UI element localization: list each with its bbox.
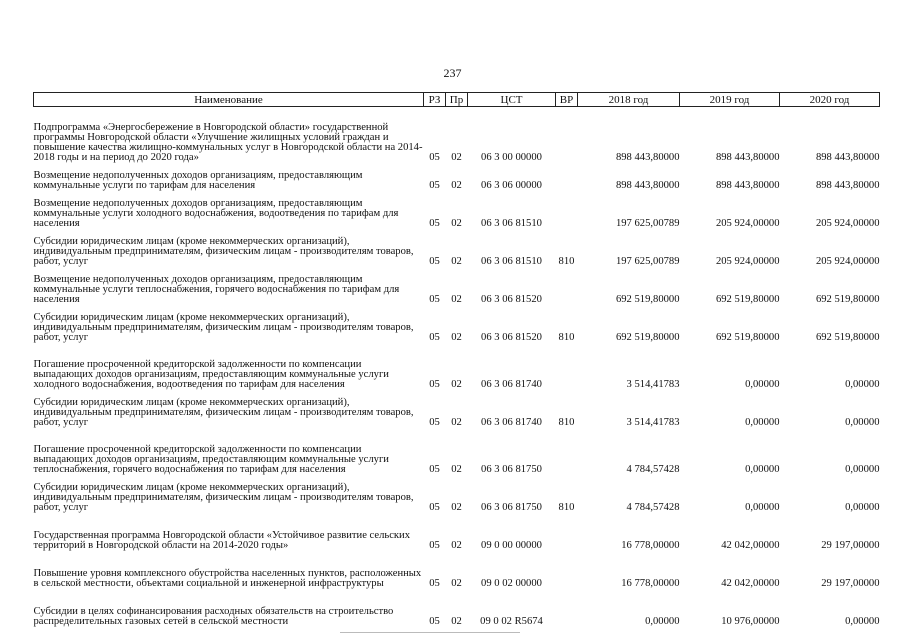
row-2018: 4 784,57428: [626, 463, 680, 475]
row-vr: 810: [558, 255, 575, 267]
row-name: Субсидии юридическим лицам (кроме некоммерческих организаций), индивидуальным предпринимателям, физическим лицам - производителям товаров, работ, услуг: [33, 481, 414, 513]
table-row: [34, 267, 880, 305]
table-row: [34, 229, 880, 267]
column-header-pr: Пр: [446, 93, 468, 107]
row-2019: 898 443,80000: [715, 179, 780, 191]
row-vr: [556, 163, 578, 191]
row-2019: 0,00000: [745, 416, 780, 428]
row-pr: 02: [451, 293, 462, 305]
row-2018: 3 514,41783: [626, 378, 680, 390]
row-name: Повышение уровня комплексного обустройства населенных пунктов, расположенных в сельской местности, объектами социальной и инженерной инфраструктуры: [33, 567, 422, 589]
row-2018: 3 514,41783: [626, 416, 680, 428]
page-number: 237: [443, 66, 462, 80]
table-row: [34, 390, 880, 428]
row-pr: 02: [451, 463, 462, 475]
row-name: Погашение просроченной кредиторской задолженности по компенсации выпадающих доходов организациям, предоставляющим коммунальные услуги теплоснабжения, горячего водоснабжения по тарифам для населения: [33, 443, 389, 475]
row-2020: 692 519,80000: [815, 293, 880, 305]
table-row: [34, 428, 880, 475]
row-2018: 4 784,57428: [626, 501, 680, 513]
row-2019: 42 042,00000: [721, 539, 780, 551]
row-name: Подпрограмма «Энергосбережение в Новгородской области» государственной программы Новгородской области «Улучшение жилищных условий граждан и повышение качества жилищно-коммунальных услуг в Новгородской области на 2014-2018 годы и на период до 2020 года»: [33, 121, 423, 163]
row-cst: 06 3 06 81750: [481, 463, 542, 475]
row-2019: 0,00000: [745, 463, 780, 475]
row-cst: 06 3 06 81520: [481, 331, 542, 343]
row-cst: 06 3 06 81750: [481, 501, 542, 513]
row-rz: 05: [429, 378, 440, 390]
row-2019: 0,00000: [745, 378, 780, 390]
row-2019: 205 924,00000: [715, 255, 780, 267]
column-header-cst: ЦСТ: [468, 93, 556, 107]
footer-rule: [340, 632, 520, 633]
row-2018: 0,00000: [645, 615, 680, 627]
row-vr: [556, 191, 578, 229]
row-vr: 810: [558, 416, 575, 428]
row-cst: 09 0 02 00000: [481, 577, 542, 589]
row-rz: 05: [429, 615, 440, 627]
row-cst: 06 3 06 81510: [481, 255, 542, 267]
row-2020: 0,00000: [845, 501, 880, 513]
column-header-2018: 2018 год: [578, 93, 680, 107]
row-pr: 02: [451, 331, 462, 343]
row-2018: 197 625,00789: [615, 255, 680, 267]
row-cst: 06 3 06 81740: [481, 378, 542, 390]
table-row: [34, 305, 880, 343]
row-2020: 29 197,00000: [821, 539, 880, 551]
row-rz: 05: [429, 577, 440, 589]
table-row: [34, 475, 880, 513]
row-vr: [556, 428, 578, 475]
row-rz: 05: [429, 416, 440, 428]
row-rz: 05: [429, 293, 440, 305]
column-header-2019: 2019 год: [680, 93, 780, 107]
row-2019: 898 443,80000: [715, 151, 780, 163]
table-row: [34, 551, 880, 589]
row-pr: 02: [451, 577, 462, 589]
row-2019: 692 519,80000: [715, 293, 780, 305]
row-name: Субсидии юридическим лицам (кроме некоммерческих организаций), индивидуальным предпринимателям, физическим лицам - производителям товаров, работ, услуг: [33, 235, 414, 267]
row-vr: [556, 107, 578, 163]
row-cst: 06 3 00 00000: [481, 151, 542, 163]
row-vr: [556, 267, 578, 305]
row-cst: 06 3 06 81510: [481, 217, 542, 229]
row-2018: 898 443,80000: [615, 179, 680, 191]
row-rz: 05: [429, 501, 440, 513]
row-2020: 0,00000: [845, 615, 880, 627]
column-header-2020: 2020 год: [780, 93, 880, 107]
row-rz: 05: [429, 463, 440, 475]
row-vr: [556, 551, 578, 589]
row-vr: [556, 343, 578, 390]
row-cst: 06 3 06 81520: [481, 293, 542, 305]
row-2020: 692 519,80000: [815, 331, 880, 343]
row-vr: 810: [558, 501, 575, 513]
row-2020: 29 197,00000: [821, 577, 880, 589]
row-cst: 06 3 06 81740: [481, 416, 542, 428]
row-2020: 205 924,00000: [815, 217, 880, 229]
row-2018: 16 778,00000: [621, 577, 680, 589]
row-2020: 205 924,00000: [815, 255, 880, 267]
row-2020: 898 443,80000: [815, 151, 880, 163]
row-2020: 0,00000: [845, 463, 880, 475]
table-header-row: [34, 93, 880, 107]
row-pr: 02: [451, 501, 462, 513]
table-row: [34, 513, 880, 551]
row-rz: 05: [429, 331, 440, 343]
row-2020: 0,00000: [845, 416, 880, 428]
row-pr: 02: [451, 539, 462, 551]
row-pr: 02: [451, 615, 462, 627]
column-header-vr: ВР: [556, 93, 578, 107]
row-cst: 09 0 00 00000: [481, 539, 542, 551]
row-name: Возмещение недополученных доходов организациям, предоставляющим коммунальные услуги теплоснабжения, горячего водоснабжения по тарифам для населения: [33, 273, 400, 305]
table-row: [34, 589, 880, 627]
row-name: Государственная программа Новгородской области «Устойчивое развитие сельских территорий в Новгородской области на 2014-2020 годы»: [33, 529, 411, 551]
row-pr: 02: [451, 179, 462, 191]
row-2019: 42 042,00000: [721, 577, 780, 589]
row-pr: 02: [451, 378, 462, 390]
row-2019: 0,00000: [745, 501, 780, 513]
row-pr: 02: [451, 255, 462, 267]
row-name: Возмещение недополученных доходов организациям, предоставляющим коммунальные услуги холодного водоснабжения, водоотведения по тарифам для населения: [33, 197, 399, 229]
budget-table: [33, 92, 880, 627]
table-row: [34, 163, 880, 191]
row-pr: 02: [451, 416, 462, 428]
row-2018: 898 443,80000: [615, 151, 680, 163]
row-2018: 197 625,00789: [615, 217, 680, 229]
row-2019: 205 924,00000: [715, 217, 780, 229]
row-name: Субсидии юридическим лицам (кроме некоммерческих организаций), индивидуальным предпринимателям, физическим лицам - производителям товаров, работ, услуг: [33, 396, 414, 428]
row-pr: 02: [451, 217, 462, 229]
table-row: [34, 343, 880, 390]
row-rz: 05: [429, 151, 440, 163]
column-header-rz: РЗ: [424, 93, 446, 107]
row-2020: 0,00000: [845, 378, 880, 390]
row-2018: 692 519,80000: [615, 293, 680, 305]
row-rz: 05: [429, 255, 440, 267]
row-2020: 898 443,80000: [815, 179, 880, 191]
column-header-name: Наименование: [34, 93, 424, 107]
row-vr: 810: [558, 331, 575, 343]
row-2018: 692 519,80000: [615, 331, 680, 343]
row-rz: 05: [429, 217, 440, 229]
row-2019: 10 976,00000: [721, 615, 780, 627]
row-2019: 692 519,80000: [715, 331, 780, 343]
row-rz: 05: [429, 539, 440, 551]
row-cst: 09 0 02 R5674: [480, 615, 543, 627]
row-cst: 06 3 06 00000: [481, 179, 542, 191]
row-name: Погашение просроченной кредиторской задолженности по компенсации выпадающих доходов организациям, предоставляющим коммунальные услуги холодного водоснабжения, водоотведения по тарифам для населения: [33, 358, 389, 390]
row-rz: 05: [429, 179, 440, 191]
row-name: Возмещение недополученных доходов организациям, предоставляющим коммунальные услуги по тарифам для населения: [33, 169, 363, 191]
row-name: Субсидии юридическим лицам (кроме некоммерческих организаций), индивидуальным предпринимателям, физическим лицам - производителям товаров, работ, услуг: [33, 311, 414, 343]
row-2018: 16 778,00000: [621, 539, 680, 551]
table-row: [34, 107, 880, 163]
row-vr: [556, 513, 578, 551]
row-vr: [556, 589, 578, 627]
table-row: [34, 191, 880, 229]
row-pr: 02: [451, 151, 462, 163]
row-name: Субсидии в целях софинансирования расходных обязательств на строительство распределительных газовых сетей в сельской местности: [33, 605, 394, 627]
